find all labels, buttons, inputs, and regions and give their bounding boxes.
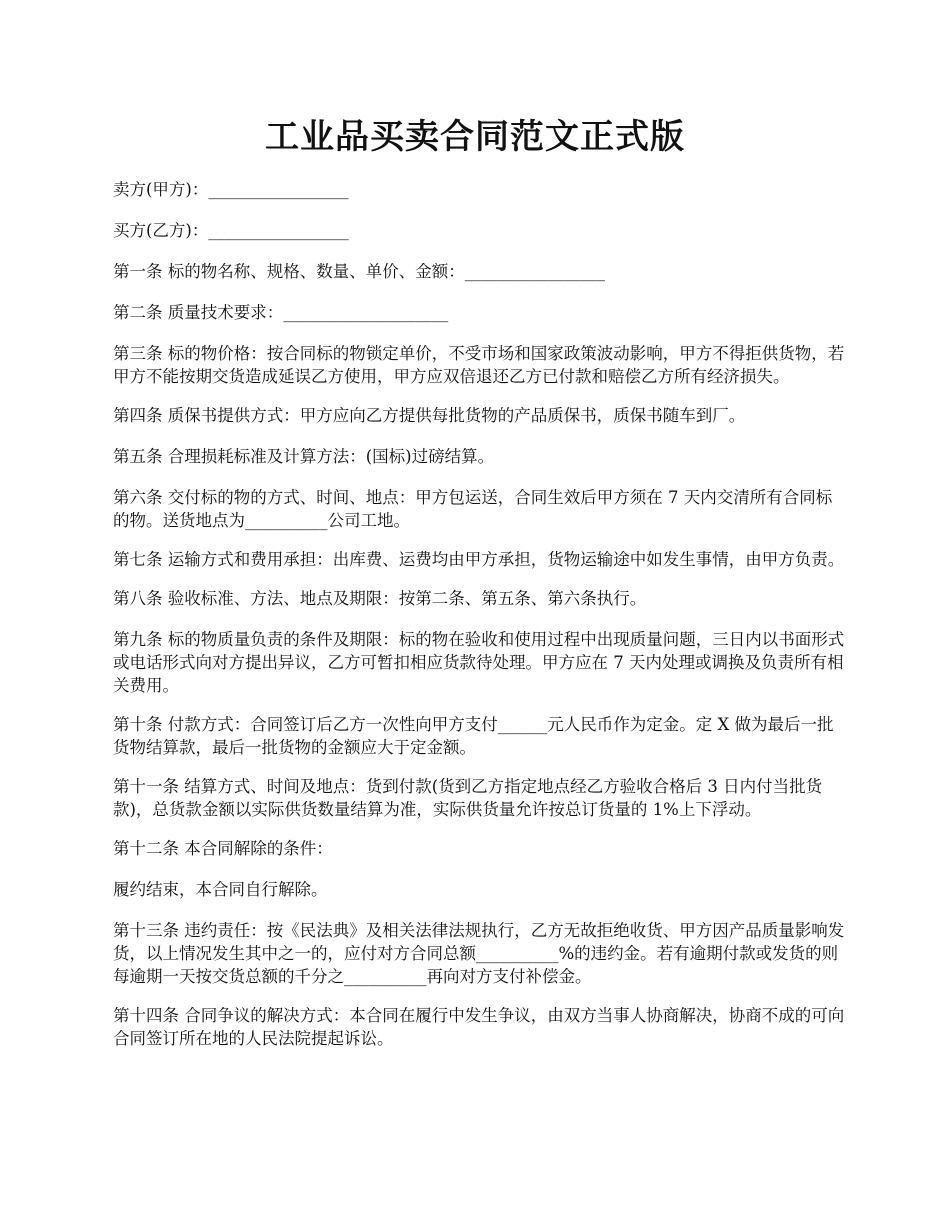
article-4: 第四条 质保书提供方式：甲方应向乙方提供每批货物的产品质保书，质保书随车到厂。 [113, 406, 746, 425]
seller-field: 卖方(甲方)：_________________ [113, 180, 349, 199]
article-1: 第一条 标的物名称、规格、数量、单价、金额：_________________ [113, 262, 605, 281]
article-9: 第九条 标的物质量负责的条件及期限：标的物在验收和使用过程中出现质量问题，三日内以书面形式或电话形式向对方提出异议，乙方可暂扣相应货款待处理。甲方应在 7 天内处理或调换及负责所有相关费用。 [113, 630, 845, 695]
buyer-field: 买方(乙方)：_________________ [113, 221, 349, 240]
article-10: 第十条 付款方式：合同签订后乙方一次性向甲方支付______元人民币作为定金。定 X 做为最后一批货物结算款，最后一批货物的金额应大于定金额。 [113, 715, 834, 757]
article-2: 第二条 质量技术要求：____________________ [113, 303, 449, 322]
article-7: 第七条 运输方式和费用承担：出库费、运费均由甲方承担，货物运输途中如发生事情，由甲方负责。 [113, 550, 845, 569]
article-12-content: 履约结束，本合同自行解除。 [113, 880, 328, 899]
document-title: 工业品买卖合同范文正式版 [265, 117, 685, 157]
article-12: 第十二条 本合同解除的条件： [113, 839, 333, 858]
article-14: 第十四条 合同争议的解决方式：本合同在履行中发生争议，由双方当事人协商解决，协商不成的可向合同签订所在地的人民法院提起诉讼。 [113, 1006, 845, 1048]
article-11: 第十一条 结算方式、时间及地点：货到付款(货到乙方指定地点经乙方验收合格后 3 日内付当批货款)，总货款金额以实际供货数量结算为准，实际供货量允许按总订货量的 1%上下浮动。 [113, 777, 823, 819]
article-13: 第十三条 违约责任：按《民法典》及相关法律法规执行，乙方无故拒绝收货、甲方因产品质量影响发货，以上情况发生其中之一的，应付对方合同总额__________%的违约金。若有逾期付款或发货的则每逾期一天按交货总额的千分之__________再向对方支付补偿金。 [113, 921, 845, 986]
article-6: 第六条 交付标的物的方式、时间、地点：甲方包运送，合同生效后甲方须在 7 天内交清所有合同标的物。送货地点为__________公司工地。 [113, 488, 833, 530]
article-5: 第五条 合理损耗标准及计算方法：(国标)过磅结算。 [113, 447, 495, 466]
document-body [113, 178, 845, 1066]
article-8: 第八条 验收标准、方法、地点及期限：按第二条、第五条、第六条执行。 [113, 589, 647, 608]
article-3: 第三条 标的物价格：按合同标的物锁定单价，不受市场和国家政策波动影响，甲方不得拒供货物，若甲方不能按期交货造成延误乙方使用，甲方应双倍退还乙方已付款和赔偿乙方所有经济损失。 [113, 344, 845, 386]
